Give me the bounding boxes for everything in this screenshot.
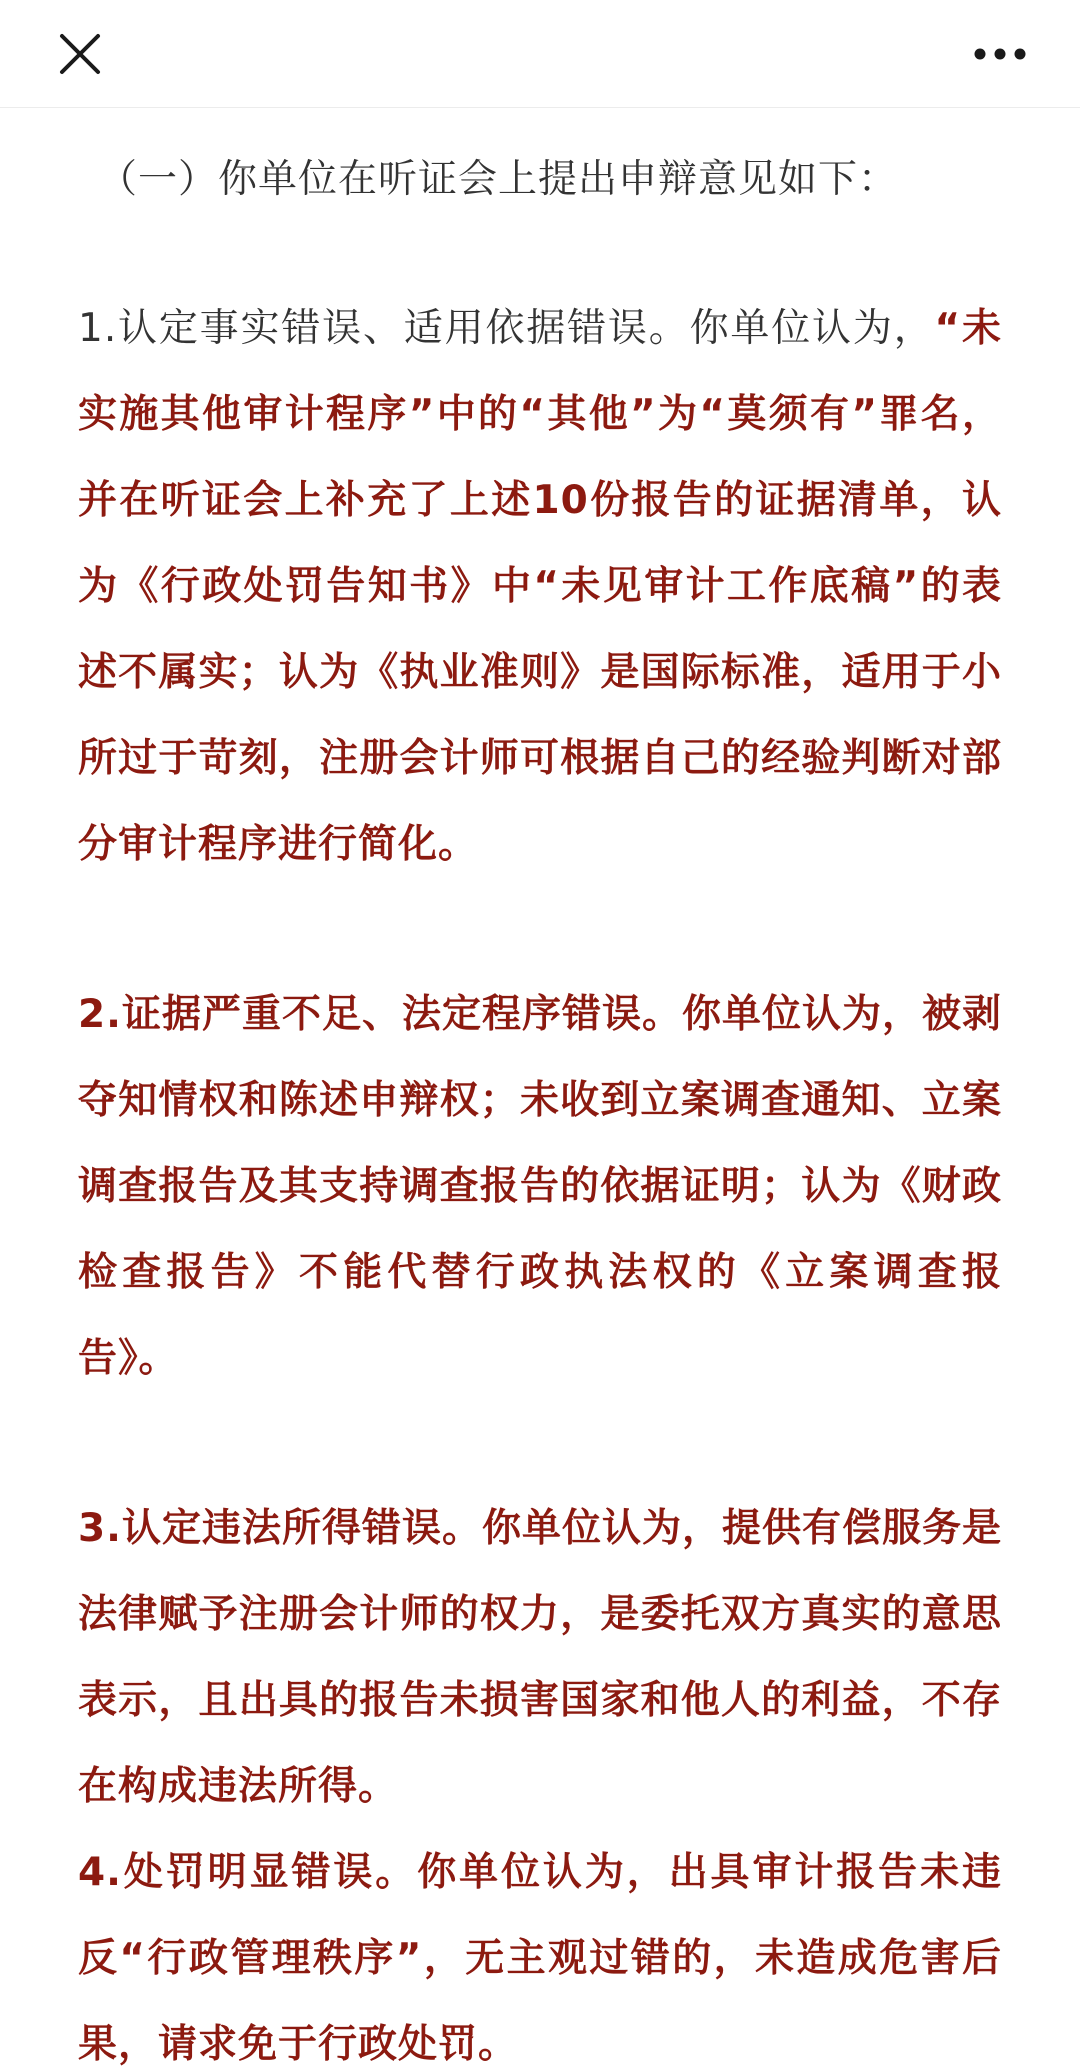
section-intro: （一）你单位在听证会上提出申辩意见如下： [98, 157, 899, 202]
top-navigation-bar [0, 0, 1080, 108]
paragraph-1 [78, 286, 1002, 888]
more-options-button[interactable] [964, 18, 1036, 90]
paragraph-1-lead: 1.认定事实错误、适用依据错误。你单位认为， [78, 306, 935, 351]
paragraph-3: 3.认定违法所得错误。你单位认为，提供有偿服务是法律赋予注册会计师的权力，是委托双方真实的意思表示，且出具的报告未损害国家和他人的利益，不存在构成违法所得。 [78, 1506, 1002, 1809]
article-content [0, 108, 1080, 2071]
paragraph-2: 2.证据严重不足、法定程序错误。你单位认为，被剥夺知情权和陈述申辩权；未收到立案调查通知、立案调查报告及其支持调查报告的依据证明；认为《财政检查报告》不能代替行政执法权的《立案调查报告》。 [78, 992, 1002, 1381]
close-button[interactable] [44, 18, 116, 90]
paragraph-4: 4.处罚明显错误。你单位认为，出具审计报告未违反“行政管理秩序”，无主观过错的，未造成危害后果，请求免于行政处罚。 [78, 1850, 1002, 2067]
close-icon [58, 32, 102, 76]
paragraph-1-emphasis: “未实施其他审计程序”中的“其他”为“莫须有”罪名，并在听证会上补充了上述10份报告的证据清单，认为《行政处罚告知书》中“未见审计工作底稿”的表述不属实；认为《执业准则》是国际标准，适用于小所过于苛刻，注册会计师可根据自己的经验判断对部分审计程序进行简化。 [78, 306, 1002, 867]
more-dots-icon [974, 48, 1026, 60]
